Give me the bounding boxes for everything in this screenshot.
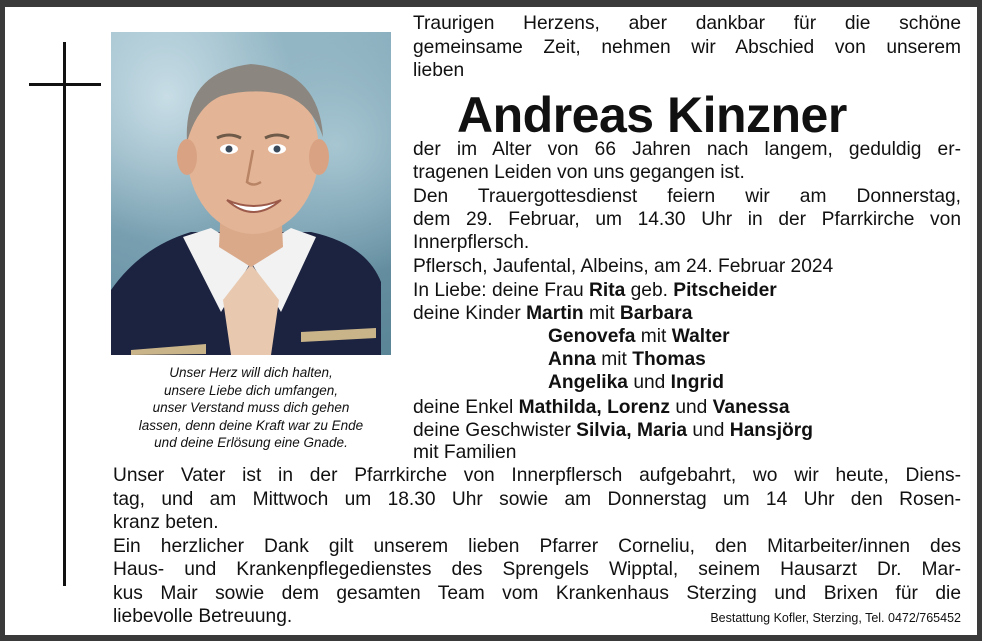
family-families-line: mit Familien — [413, 442, 517, 463]
obituary-card — [5, 7, 977, 635]
poem-line: unser Verstand muss dich gehen — [152, 400, 350, 415]
poem — [111, 364, 391, 452]
label: deine Enkel — [413, 397, 519, 418]
label: deine Geschwister — [413, 420, 577, 441]
poem-line: Unser Herz will dich halten, — [169, 365, 333, 380]
label: und — [627, 372, 671, 393]
thanks-text-line: Ein herzlicher Dank gilt unserem lieben Pfarrer Corneliu, den Mitarbeiter/innen des — [113, 536, 961, 557]
thanks-text-line: liebevolle Betreuung. — [113, 606, 293, 627]
label: mit — [595, 349, 633, 370]
wake-text-line: tag, und am Mittwoch um 18.30 Uhr sowie am Donnerstag um 14 Uhr den Rosen- — [113, 489, 961, 510]
child-name: Genovefa — [548, 326, 636, 347]
funeral-home-credit: Bestattung Kofler, Sterzing, Tel. 0472/765452 — [710, 611, 961, 625]
label: deine Kinder — [413, 303, 527, 324]
poem-line: lassen, denn deine Kraft war zu Ende — [138, 417, 364, 433]
partner-name: Barbara — [619, 303, 693, 324]
sibling-name: Hansjörg — [729, 420, 813, 441]
child-name: Angelika — [548, 372, 628, 393]
partner-name: Ingrid — [670, 372, 724, 393]
thanks-text-line: Haus- und Krankenpflegedienstes des Sprengels Wipptal, seinem Hausarzt Dr. Mar- — [113, 559, 961, 580]
intro-line-2: gemeinsame Zeit, nehmen wir Abschied von unserem — [413, 37, 961, 58]
details-line: Innerpflersch. — [413, 232, 530, 253]
thanks-text-line: kus Mair sowie dem gesamten Team vom Krankenhaus Sterzing und Brixen für die — [113, 583, 961, 604]
label: geb. — [625, 280, 674, 301]
child-name: Martin — [526, 303, 584, 324]
grandchild-name: Vanessa — [712, 397, 790, 418]
family-wife-line — [413, 279, 961, 303]
wife-name: Rita — [589, 280, 626, 301]
wake-text-line: kranz beten. — [113, 512, 219, 533]
family-children-line — [548, 371, 968, 395]
details-line: tragenen Leiden von uns gegangen ist. — [413, 162, 745, 183]
maiden-name: Pitscheider — [673, 280, 777, 301]
details-line: dem 29. Februar, um 14.30 Uhr in der Pfarrkirche von — [413, 209, 961, 230]
intro-line-3: lieben — [413, 60, 465, 81]
poem-line: und deine Erlösung eine Gnade. — [154, 435, 348, 450]
poem-line: unsere Liebe dich umfangen, — [163, 382, 339, 398]
family-children-line — [548, 325, 968, 349]
details-line: Den Trauergottesdienst feiern wir am Donnerstag, — [413, 186, 961, 207]
child-name: Anna — [548, 349, 596, 370]
partner-name: Walter — [671, 326, 730, 347]
family-grandchildren-line — [413, 396, 961, 420]
family-siblings-line — [413, 419, 961, 443]
family-children-line — [548, 348, 968, 372]
details-line: der im Alter von 66 Jahren nach langem, geduldig er- — [413, 139, 961, 160]
label: mit — [583, 303, 620, 324]
label: mit — [635, 326, 672, 347]
deceased-name: Andreas Kinzner — [457, 87, 847, 143]
portrait-photo — [111, 32, 391, 355]
label: und — [687, 420, 730, 441]
label: In Liebe: deine Frau — [413, 280, 590, 301]
sibling-names: Silvia, Maria — [576, 420, 688, 441]
label: und — [669, 397, 713, 418]
grandchildren-names: Mathilda, Lorenz — [518, 397, 670, 418]
wake-text-line: Unser Vater ist in der Pfarrkirche von Innerpflersch aufgebahrt, wo wir heute, Diens- — [113, 465, 961, 486]
place-date-line: Pflersch, Jaufental, Albeins, am 24. Februar 2024 — [413, 256, 834, 277]
intro-line-1: Traurigen Herzens, aber dankbar für die schöne — [413, 13, 961, 34]
partner-name: Thomas — [632, 349, 706, 370]
family-children-line — [413, 302, 961, 326]
